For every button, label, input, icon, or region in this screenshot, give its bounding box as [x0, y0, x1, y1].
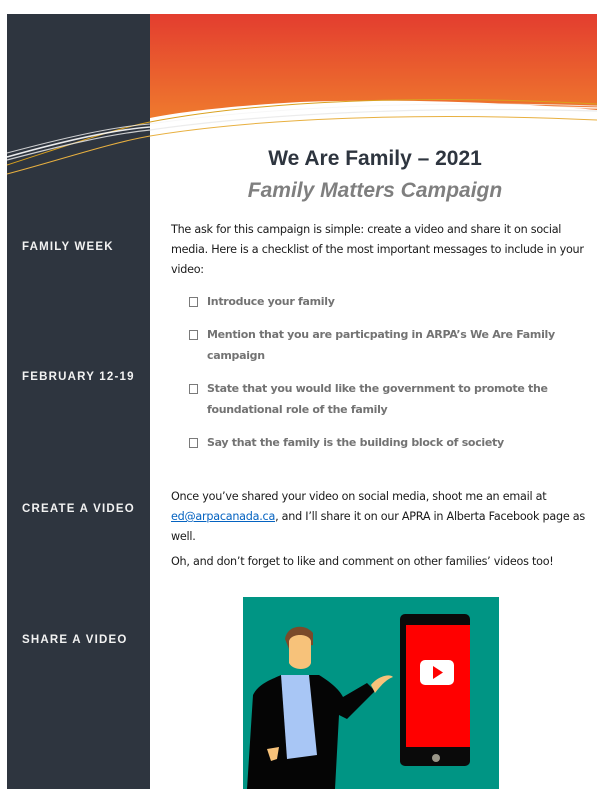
sidebar-label-dates: FEBRUARY 12-19: [22, 371, 135, 383]
banner-orange-band: [150, 14, 597, 118]
checkbox-icon[interactable]: [189, 384, 198, 394]
checklist-item-text: Introduce your family: [207, 295, 335, 308]
man-with-phone-illustration: [243, 597, 499, 789]
phone-screen: [406, 625, 470, 747]
man-hand: [371, 675, 393, 693]
checklist-item: [189, 432, 589, 453]
sidebar-label-create-video: CREATE A VIDEO: [22, 503, 135, 515]
checklist-item-text: State that you would like the government to promote the foundational role of the family: [207, 382, 548, 416]
man-face: [289, 635, 311, 669]
phone-home-button: [432, 754, 440, 762]
checklist: [189, 291, 589, 465]
email-text-before: Once you’ve shared your video on social media, shoot me an email at: [171, 490, 547, 503]
sidebar-label-share-video: SHARE A VIDEO: [22, 634, 128, 646]
checklist-item: [189, 324, 589, 366]
checkbox-icon[interactable]: [189, 438, 198, 448]
checkbox-icon[interactable]: [189, 297, 198, 307]
checklist-item-text: Say that the family is the building block of society: [207, 436, 504, 449]
email-link[interactable]: ed@arpacanada.ca: [171, 510, 276, 523]
page-title: We Are Family – 2021: [268, 147, 482, 170]
email-paragraph: [171, 487, 591, 547]
sidebar-label-family-week: FAMILY WEEK: [22, 241, 114, 253]
closing-paragraph: Oh, and don’t forget to like and comment on other families’ videos too!: [171, 555, 554, 568]
video-illustration: [243, 597, 499, 789]
checkbox-icon[interactable]: [189, 330, 198, 340]
intro-paragraph: The ask for this campaign is simple: create a video and share it on social media. Here is a checklist of the most important messages to include in your video:: [171, 223, 584, 276]
email-text-after: , and I’ll share it on our APRA in Alberta Facebook page as well.: [171, 510, 585, 543]
checklist-item: [189, 291, 589, 312]
checklist-item: [189, 378, 589, 420]
checklist-item-text: Mention that you are particpating in ARPA’s We Are Family campaign: [207, 328, 555, 362]
page-subtitle: Family Matters Campaign: [247, 179, 503, 202]
